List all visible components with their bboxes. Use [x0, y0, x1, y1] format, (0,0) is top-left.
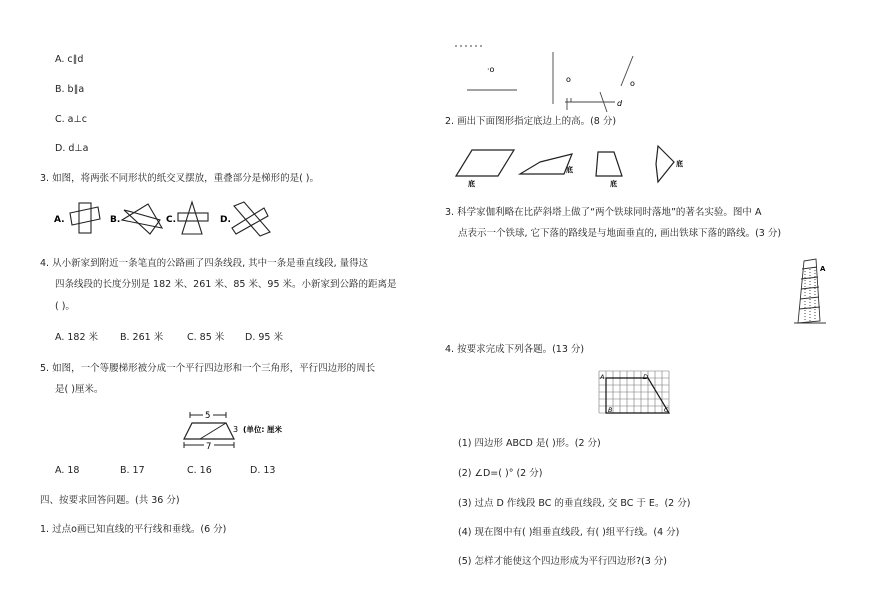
vertex-b: B — [608, 406, 613, 414]
q3-label-a: A. — [54, 215, 65, 225]
vertex-c: C — [664, 406, 669, 414]
point-o-1: ·o — [487, 65, 495, 74]
q4-part-3: (3) 过点 D 作线段 BC 的垂直线段, 交 BC 于 E。(2 分) — [458, 498, 691, 509]
q5-option-b: B. 17 — [120, 465, 145, 476]
q4-part-4: (4) 现在图中有( )组垂直线段, 有( )组平行线。(4 分) — [458, 527, 680, 538]
unit-label: (单位: 厘米 — [243, 425, 283, 434]
q4-part-1: (1) 四边形 ABCD 是( )形。(2 分) — [458, 438, 601, 449]
leaning-tower-figure — [790, 255, 830, 327]
q4-option-b: B. 261 米 — [120, 332, 164, 343]
parallelogram-1 — [456, 150, 514, 176]
figure-c — [178, 202, 208, 234]
trapezoid-figure — [178, 405, 308, 453]
q5-option-d: D. 13 — [250, 465, 276, 476]
base-label-4: 底 — [676, 160, 683, 168]
option-a: A. c∥d — [55, 54, 84, 65]
trapezoid — [596, 152, 622, 176]
figure-a — [70, 203, 100, 233]
point-o-3: o — [630, 79, 635, 88]
q3-label-b: B. — [110, 215, 121, 225]
q4-part-2: (2) ∠D=( )° (2 分) — [458, 468, 543, 479]
section-4-title: 四、按要求回答问题。(共 36 分) — [40, 495, 180, 506]
right-question-4: 4. 按要求完成下列各题。(13 分) — [445, 344, 585, 355]
question-4-line-3: ( )。 — [55, 301, 75, 312]
q5-option-a: A. 18 — [55, 465, 80, 476]
grid-quadrilateral-figure — [596, 368, 672, 418]
question-4-line-1: 4. 从小新家到附近一条笔直的公路画了四条线段, 其中一条是垂直线段, 量得这 — [40, 258, 369, 269]
quadrilateral-abcd — [606, 378, 669, 413]
vertex-a: A — [600, 373, 605, 381]
parallelogram-2 — [520, 154, 572, 174]
option-b: B. b∥a — [55, 84, 85, 95]
q4-option-c: C. 85 米 — [187, 332, 225, 343]
q5-option-c: C. 16 — [187, 465, 212, 476]
question-4-line-2: 四条线段的长度分别是 182 米、261 米、85 米、95 米。小新家到公路的距离是 — [55, 279, 397, 290]
figure-d — [232, 202, 270, 236]
figure-b — [122, 204, 162, 234]
option-d: D. d⊥a — [55, 143, 89, 154]
bottom-length: 7 — [206, 442, 212, 452]
vertex-d: D — [643, 373, 649, 381]
q4-option-d: D. 95 米 — [245, 332, 283, 343]
question-5-line-1: 5. 如图，一个等腰梯形被分成一个平行四边形和一个三角形，平行四边形的周长 — [40, 363, 376, 374]
q4-option-a: A. 182 米 — [55, 332, 99, 343]
right-question-2: 2. 画出下面图形指定底边上的高。(8 分) — [445, 116, 617, 127]
base-label-3: 底 — [610, 180, 617, 188]
q3-overlap-figures — [52, 198, 287, 240]
point-o-2: o — [566, 75, 571, 84]
split-line — [200, 423, 226, 439]
label-d: d — [617, 99, 623, 108]
base-label-2: 底 — [566, 166, 573, 174]
top-length: 5 — [205, 411, 211, 421]
base-height-figures — [448, 140, 698, 190]
question-5-line-2: 是( )厘米。 — [55, 384, 104, 395]
isosceles-trapezoid — [184, 423, 234, 439]
q3-label-c: C. — [166, 215, 177, 225]
option-c: C. a⊥c — [55, 114, 87, 125]
right-question-3-line-2: 点表示一个铁球, 它下落的路线是与地面垂直的, 画出铁球下落的路线。(3 分) — [458, 228, 782, 239]
question-3: 3. 如图，将两张不同形状的纸交叉摆放，重叠部分是梯形的是( )。 — [40, 173, 320, 184]
q4-part-5: (5) 怎样才能使这个四边形成为平行四边形?(3 分) — [458, 556, 667, 567]
side-length: 3 — [233, 425, 239, 434]
q3-label-d: D. — [220, 215, 231, 225]
tower-point-a: A — [820, 265, 826, 273]
parallel-perpendicular-figure — [455, 42, 645, 112]
right-trapezoid — [656, 146, 674, 182]
section-4-question-1: 1. 过点o画已知直线的平行线和垂线。(6 分) — [40, 524, 227, 535]
base-label-1: 底 — [468, 180, 475, 188]
right-question-3-line-1: 3. 科学家伽利略在比萨斜塔上做了“两个铁球同时落地”的著名实验。图中 A — [445, 207, 762, 218]
